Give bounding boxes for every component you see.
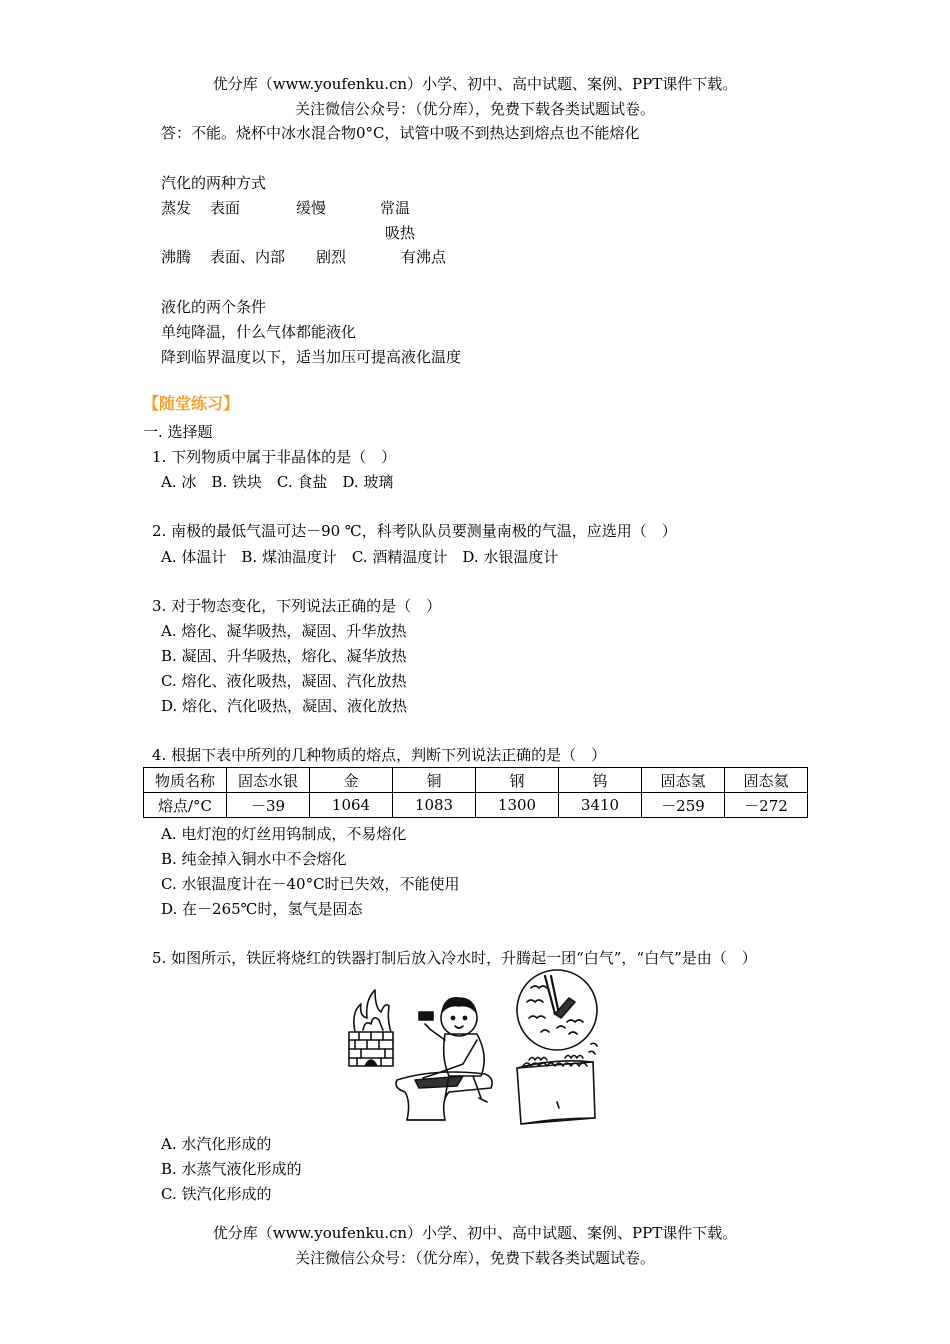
q4-stem: 4. 根据下表中所列的几种物质的熔点，判断下列说法正确的是（ ） bbox=[152, 746, 607, 764]
table-cell: 物质名称 bbox=[144, 768, 227, 793]
melting-point-table bbox=[143, 767, 808, 818]
part-title: 一. 选择题 bbox=[143, 423, 213, 441]
evaporation-speed: 缓慢 bbox=[296, 199, 327, 217]
q5-stem: 5. 如图所示，铁匠将烧红的铁器打制后放入冷水时，升腾起一团“白气”，“白气”是由（ ） bbox=[152, 949, 757, 967]
table-cell: 1083 bbox=[393, 793, 476, 818]
section-title: 【随堂练习】 bbox=[143, 394, 240, 413]
q1-options: A. 冰 B. 铁块 C. 食盐 D. 玻璃 bbox=[161, 473, 394, 491]
liquefaction-title: 液化的两个条件 bbox=[161, 298, 267, 316]
table-cell: 固态水银 bbox=[227, 768, 310, 793]
q4-option-c: C. 水银温度计在－40°C时已失效，不能使用 bbox=[161, 875, 460, 893]
answer-line: 答：不能。烧杯中冰水混合物0°C，试管中吸不到热达到熔点也不能熔化 bbox=[161, 124, 640, 142]
q3-option-d: D. 熔化、汽化吸热，凝固、液化放热 bbox=[161, 697, 408, 715]
boiling-place: 表面、内部 bbox=[210, 248, 286, 266]
table-cell: 钨 bbox=[559, 768, 642, 793]
table-cell: 1064 bbox=[310, 793, 393, 818]
table-row bbox=[144, 793, 808, 818]
q3-option-b: B. 凝固、升华吸热，熔化、凝华放热 bbox=[161, 647, 407, 665]
table-cell: 熔点/°C bbox=[144, 793, 227, 818]
vaporization-title: 汽化的两种方式 bbox=[161, 174, 267, 192]
evaporation-name: 蒸发 bbox=[161, 199, 192, 217]
table-cell: 钢 bbox=[476, 768, 559, 793]
q2-options: A. 体温计 B. 煤油温度计 C. 酒精温度计 D. 水银温度计 bbox=[161, 548, 559, 566]
q2-stem: 2. 南极的最低气温可达－90 ℃，科考队队员要测量南极的气温，应选用（ ） bbox=[152, 522, 677, 540]
evaporation-temp: 常温 bbox=[380, 199, 411, 217]
table-cell: 3410 bbox=[559, 793, 642, 818]
table-cell: 铜 bbox=[393, 768, 476, 793]
q3-option-a: A. 熔化、凝华吸热，凝固、升华放热 bbox=[161, 622, 407, 640]
table-cell: 固态氢 bbox=[642, 768, 725, 793]
table-cell: －259 bbox=[642, 793, 725, 818]
table-cell: －39 bbox=[227, 793, 310, 818]
header-line-1: 优分库（www.youfenku.cn）小学、初中、高中试题、案例、PPT课件下载。 bbox=[212, 75, 738, 93]
q5-option-c: C. 铁汽化形成的 bbox=[161, 1185, 272, 1203]
water-bucket-icon bbox=[517, 1061, 595, 1124]
header-line-2: 关注微信公众号：（优分库），免费下载各类试题试卷。 bbox=[294, 100, 655, 118]
q5-option-b: B. 水蒸气液化形成的 bbox=[161, 1160, 302, 1178]
boiling-temp: 有沸点 bbox=[401, 248, 447, 266]
boiling-speed: 剧烈 bbox=[316, 248, 347, 266]
table-header-row bbox=[144, 768, 808, 793]
liquefaction-cond-1: 单纯降温，什么气体都能液化 bbox=[161, 323, 357, 341]
q4-option-a: A. 电灯泡的灯丝用钨制成，不易熔化 bbox=[161, 825, 407, 843]
magnified-view-icon bbox=[517, 970, 597, 1050]
q3-stem: 3. 对于物态变化，下列说法正确的是（ ） bbox=[152, 597, 442, 615]
table-cell: －272 bbox=[725, 793, 808, 818]
table-cell: 固态氦 bbox=[725, 768, 808, 793]
table-cell: 金 bbox=[310, 768, 393, 793]
q1-stem: 1. 下列物质中属于非晶体的是（ ） bbox=[152, 448, 397, 466]
q5-option-a: A. 水汽化形成的 bbox=[161, 1135, 272, 1153]
evaporation-heat: 吸热 bbox=[385, 224, 416, 242]
furnace-icon bbox=[349, 1032, 393, 1066]
anvil-icon bbox=[396, 1072, 492, 1120]
flame-icon bbox=[354, 990, 391, 1032]
q4-option-b: B. 纯金掉入铜水中不会熔化 bbox=[161, 850, 347, 868]
table-cell: 1300 bbox=[476, 793, 559, 818]
blacksmith-illustration bbox=[345, 968, 607, 1128]
evaporation-place: 表面 bbox=[210, 199, 241, 217]
liquefaction-cond-2: 降到临界温度以下，适当加压可提高液化温度 bbox=[161, 348, 462, 366]
footer-line-2: 关注微信公众号：（优分库），免费下载各类试题试卷。 bbox=[294, 1249, 655, 1267]
footer-line-1: 优分库（www.youfenku.cn）小学、初中、高中试题、案例、PPT课件下载。 bbox=[212, 1224, 738, 1242]
q4-option-d: D. 在－265℃时，氢气是固态 bbox=[161, 900, 363, 918]
boiling-name: 沸腾 bbox=[161, 248, 192, 266]
q3-option-c: C. 熔化、液化吸热，凝固、汽化放热 bbox=[161, 672, 407, 690]
